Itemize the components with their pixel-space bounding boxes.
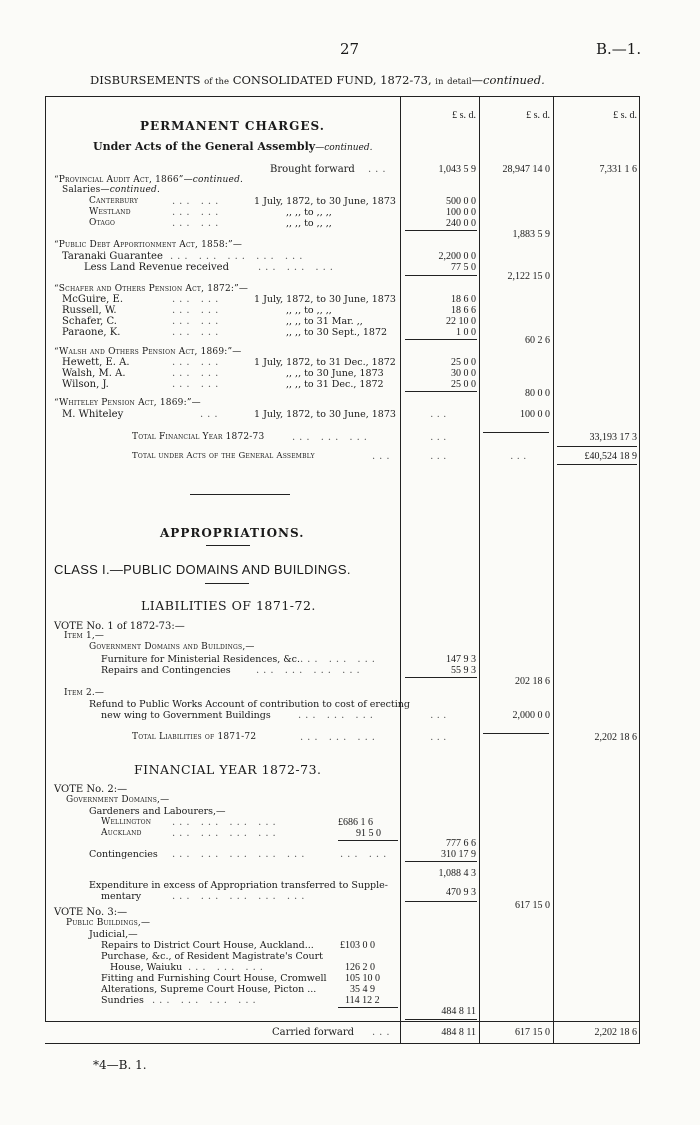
- brought-forward-label: Brought forward: [270, 164, 355, 175]
- otago-c1: 240 0 0: [446, 218, 476, 229]
- subtotal-c1: 1,088 4 3: [438, 868, 476, 879]
- rule: [205, 583, 249, 584]
- appropriations-heading: APPROPRIATIONS.: [160, 526, 305, 540]
- bf-c2: 28,947 14 0: [502, 164, 550, 175]
- repairs-dc: Repairs to District Court House, Auckland...: [101, 940, 314, 951]
- russell-period: ,, ,, to ,, ,,: [286, 305, 332, 316]
- dots: ... ... ...: [188, 962, 267, 973]
- title-detail: detail: [447, 77, 472, 87]
- cf-right-border: [639, 1021, 640, 1043]
- page-number: 27: [340, 40, 360, 58]
- gardeners-c1: 777 6 6: [446, 838, 476, 849]
- title-in: in: [435, 77, 444, 87]
- item1: Item 1,—: [64, 631, 105, 641]
- otago-period: ,, ,, to ,, ,,: [286, 218, 332, 229]
- col3-divider: [553, 96, 554, 1021]
- otago: Otago: [89, 218, 116, 228]
- gardeners: Gardeners and Labourers,—: [89, 806, 226, 817]
- schafer-c2: 60 2 6: [525, 335, 550, 346]
- canterbury: Canterbury: [89, 196, 139, 206]
- walsh: Walsh, M. A.: [62, 368, 126, 379]
- bf-c3: 7,331 1 6: [599, 164, 637, 175]
- total-liab-c1-dots: ...: [430, 732, 450, 743]
- wellington: Wellington: [101, 817, 152, 827]
- repairs: Repairs and Contingencies: [101, 665, 231, 676]
- audit-act-label: “Provincial Audit Act, 1866”: [54, 175, 184, 185]
- walsh-act: “Walsh and Others Pension Act, 1869:”—: [54, 347, 242, 357]
- hewett-c1: 25 0 0: [451, 357, 476, 368]
- title-cont: —continued.: [471, 73, 545, 87]
- dots: ... ... ...: [258, 262, 337, 273]
- dots: ... ...: [172, 305, 223, 316]
- dots: ... ... ... ... ...: [172, 891, 309, 902]
- audit-act: [54, 175, 243, 185]
- refund-line1: Refund to Public Works Account of contribution to cost of erecting: [89, 699, 410, 710]
- dots: ... ... ... ... ...: [170, 251, 307, 262]
- rule: [405, 339, 477, 340]
- cf-c2: 617 15 0: [515, 1027, 550, 1038]
- permanent-heading: PERMANENT CHARGES.: [140, 119, 325, 133]
- debt-c2: 2,122 15 0: [507, 271, 550, 282]
- paraone: Paraone, K.: [62, 327, 121, 338]
- walsh-c2: 80 0 0: [525, 388, 550, 399]
- table-right-border: [639, 96, 640, 1021]
- refund-c2: 2,000 0 0: [512, 710, 550, 721]
- rule: [405, 677, 477, 678]
- total-acts-c2-dots: ...: [510, 451, 530, 462]
- less-land: Less Land Revenue received: [84, 262, 229, 273]
- gov-domains2: Government Domains,—: [66, 795, 170, 805]
- refund-c1-dots: ...: [430, 710, 450, 721]
- public-buildings: Public Buildings,—: [66, 918, 151, 928]
- permanent-subheading: [93, 140, 372, 153]
- mcguire-period: 1 July, 1872, to 30 June, 1873: [254, 294, 396, 305]
- fitting-amt: 105 10 0: [345, 973, 380, 984]
- dots: ... ... ...: [300, 654, 379, 665]
- col3-header: £ s. d.: [613, 110, 637, 121]
- title-of: of the: [204, 77, 230, 87]
- judicial-c1: 484 8 11: [441, 1006, 476, 1017]
- whiteley: M. Whiteley: [62, 409, 124, 420]
- total-liab-c3: 2,202 18 6: [594, 732, 637, 743]
- total-fy-c1-dots: ...: [430, 432, 450, 443]
- wilson: Wilson, J.: [62, 379, 109, 390]
- salaries: [62, 185, 160, 195]
- repairs-dc-amt: £103 0 0: [340, 940, 375, 951]
- dots: ... ... ... ...: [256, 665, 364, 676]
- total-fy: Total Financial Year 1872-73: [132, 432, 265, 442]
- wilson-c1: 25 0 0: [451, 379, 476, 390]
- walsh-period: ,, ,, to 30 June, 1873: [286, 368, 384, 379]
- expenditure-line2: mentary: [101, 891, 142, 902]
- total-liabilities: Total Liabilities of 1871-72: [132, 732, 257, 742]
- dots: ...: [372, 451, 394, 462]
- rule: [557, 464, 637, 465]
- paraone-c1: 1 0 0: [456, 327, 476, 338]
- rule: [557, 446, 637, 447]
- cf-c3: 2,202 18 6: [594, 1027, 637, 1038]
- refund-line2: new wing to Government Buildings: [101, 710, 271, 721]
- sundries-amt: 114 12 2: [345, 995, 380, 1006]
- wilson-period: ,, ,, to 31 Dec., 1872: [286, 379, 384, 390]
- whiteley-c2: 100 0 0: [520, 409, 550, 420]
- wellington-amt: £686 1 6: [338, 817, 373, 828]
- fitting: Fitting and Furnishing Court House, Cromwell: [101, 973, 327, 984]
- expenditure-c1: 470 9 3: [446, 887, 476, 898]
- contingencies: Contingencies: [89, 849, 158, 860]
- audit-c2: 1,883 5 9: [512, 229, 550, 240]
- rule: [405, 275, 477, 276]
- rule: [405, 861, 477, 862]
- taranaki-c1: 2,200 0 0: [438, 251, 476, 262]
- page-footer: *4—B. 1.: [93, 1058, 147, 1072]
- bf-c1: 1,043 5 9: [438, 164, 476, 175]
- vote2-c2: 617 15 0: [515, 900, 550, 911]
- purchase-line1: Purchase, &c., of Resident Magistrate's Court: [101, 951, 323, 962]
- table-top-rule: [45, 96, 640, 97]
- auckland-amt: 91 5 0: [356, 828, 381, 839]
- item2: Item 2.—: [64, 688, 105, 698]
- mcguire: McGuire, E.: [62, 294, 124, 305]
- rule: [405, 391, 477, 392]
- less-land-c1: 77 5 0: [451, 262, 476, 273]
- dots: ... ...: [340, 849, 391, 860]
- rule: [206, 545, 250, 546]
- mcguire-c1: 18 6 0: [451, 294, 476, 305]
- dots: ... ... ...: [298, 710, 377, 721]
- page-ref: B.—1.: [596, 40, 642, 58]
- walsh-c1: 30 0 0: [451, 368, 476, 379]
- subheading-text: Under Acts of the General Assembly: [93, 140, 316, 153]
- dots: ... ...: [172, 294, 223, 305]
- col1-header: £ s. d.: [452, 110, 476, 121]
- dots: ... ...: [172, 218, 223, 229]
- salaries-cont: —continued.: [100, 185, 161, 195]
- dots: ... ... ...: [292, 432, 371, 443]
- dots: ... ...: [172, 368, 223, 379]
- total-acts-c1-dots: ...: [430, 451, 450, 462]
- alterations-amt: 35 4 9: [350, 984, 375, 995]
- page-title: [90, 73, 545, 87]
- fy-heading: FINANCIAL YEAR 1872-73.: [134, 762, 322, 777]
- hewett: Hewett, E. A.: [62, 357, 130, 368]
- dots: ... ...: [172, 207, 223, 218]
- repairs-c1: 55 9 3: [451, 665, 476, 676]
- audit-act-cont: —continued.: [183, 175, 244, 185]
- dots: ... ... ... ... ...: [172, 849, 309, 860]
- taranaki: Taranaki Guarantee: [62, 251, 163, 262]
- cf-col1-divider: [400, 1021, 401, 1043]
- furniture-c1: 147 9 3: [446, 654, 476, 665]
- total-acts-c3: £40,524 18 9: [584, 451, 637, 462]
- rule: [483, 733, 549, 734]
- paraone-period: ,, ,, to 30 Sept., 1872: [286, 327, 388, 338]
- carried-forward-label: Carried forward: [272, 1027, 355, 1038]
- dots: ... ...: [172, 379, 223, 390]
- rule: [483, 432, 549, 433]
- dots: ... ...: [172, 196, 223, 207]
- col1-divider: [400, 96, 401, 1021]
- rule: [405, 230, 477, 231]
- auckland: Auckland: [101, 828, 142, 838]
- schafer-c1: 22 10 0: [446, 316, 476, 327]
- vote1: VOTE No. 1 of 1872-73:—: [54, 621, 185, 632]
- dots: ... ... ...: [300, 732, 379, 743]
- whiteley-period: 1 July, 1872, to 30 June, 1873: [254, 409, 396, 420]
- sundries: Sundries: [101, 995, 144, 1006]
- liabilities-heading: LIABILITIES OF 1871-72.: [141, 598, 316, 613]
- dots: ... ...: [172, 357, 223, 368]
- dots: ... ...: [172, 316, 223, 327]
- table-bottom-rule: [45, 1021, 640, 1022]
- item1-c2: 202 18 6: [515, 676, 550, 687]
- cf-c1: 484 8 11: [441, 1027, 476, 1038]
- cf-bottom-rule: [45, 1043, 640, 1044]
- schafer: Schafer, C.: [62, 316, 117, 327]
- schafer-act: “Schafer and Others Pension Act, 1872:”—: [54, 284, 249, 294]
- cf-col2-divider: [479, 1021, 480, 1043]
- total-acts: Total under Acts of the General Assembly: [132, 451, 315, 461]
- russell: Russell, W.: [62, 305, 117, 316]
- salaries-label: Salaries: [62, 185, 101, 195]
- rule: [405, 1019, 477, 1020]
- expenditure-line1: Expenditure in excess of Appropriation transferred to Supple-: [89, 880, 388, 891]
- class-heading: CLASS I.—PUBLIC DOMAINS AND BUILDINGS.: [54, 562, 351, 577]
- cf-col3-divider: [553, 1021, 554, 1043]
- section-divider: [190, 494, 290, 495]
- dots: ... ... ... ...: [152, 995, 260, 1006]
- judicial: Judicial,—: [89, 929, 138, 940]
- furniture: Furniture for Ministerial Residences, &c.: [101, 654, 301, 665]
- dots: ... ...: [172, 327, 223, 338]
- rule: [338, 840, 398, 841]
- purchase-line2: House, Waiuku: [110, 962, 183, 973]
- title-fund: CONSOLIDATED FUND, 1872-73,: [232, 73, 432, 87]
- contingencies-c1: 310 17 9: [441, 849, 476, 860]
- dots: ...: [372, 1027, 394, 1038]
- table-left-border: [45, 96, 46, 1021]
- rule: [338, 1007, 398, 1008]
- title-main: DISBURSEMENTS: [90, 73, 201, 87]
- subheading-cont: —continued.: [315, 143, 373, 153]
- canterbury-c1: 500 0 0: [446, 196, 476, 207]
- alterations: Alterations, Supreme Court House, Picton ...: [101, 984, 317, 995]
- dots: ... ... ... ...: [172, 817, 280, 828]
- debt-act: “Public Debt Apportionment Act, 1858:”—: [54, 240, 243, 250]
- hewett-period: 1 July, 1872, to 31 Dec., 1872: [254, 357, 396, 368]
- whiteley-act: “Whiteley Pension Act, 1869:”—: [54, 398, 201, 408]
- dots: ... ... ... ...: [172, 828, 280, 839]
- canterbury-period: 1 July, 1872, to 30 June, 1873: [254, 196, 396, 207]
- rule: [405, 901, 477, 902]
- westland-period: ,, ,, to ,, ,,: [286, 207, 332, 218]
- whiteley-c1-dots: ...: [430, 409, 450, 420]
- westland: Westland: [89, 207, 131, 217]
- gov-domains: Government Domains and Buildings,—: [89, 642, 255, 652]
- purchase-amt: 126 2 0: [345, 962, 375, 973]
- total-fy-c3: 33,193 17 3: [589, 432, 637, 443]
- vote3: VOTE No. 3:—: [54, 907, 128, 918]
- brought-forward-dots: ...: [368, 164, 390, 175]
- col2-header: £ s. d.: [526, 110, 550, 121]
- russell-c1: 18 6 6: [451, 305, 476, 316]
- vote2: VOTE No. 2:—: [54, 784, 128, 795]
- schafer-period: ,, ,, to 31 Mar. ,,: [286, 316, 363, 327]
- dots: ...: [200, 409, 222, 420]
- westland-c1: 100 0 0: [446, 207, 476, 218]
